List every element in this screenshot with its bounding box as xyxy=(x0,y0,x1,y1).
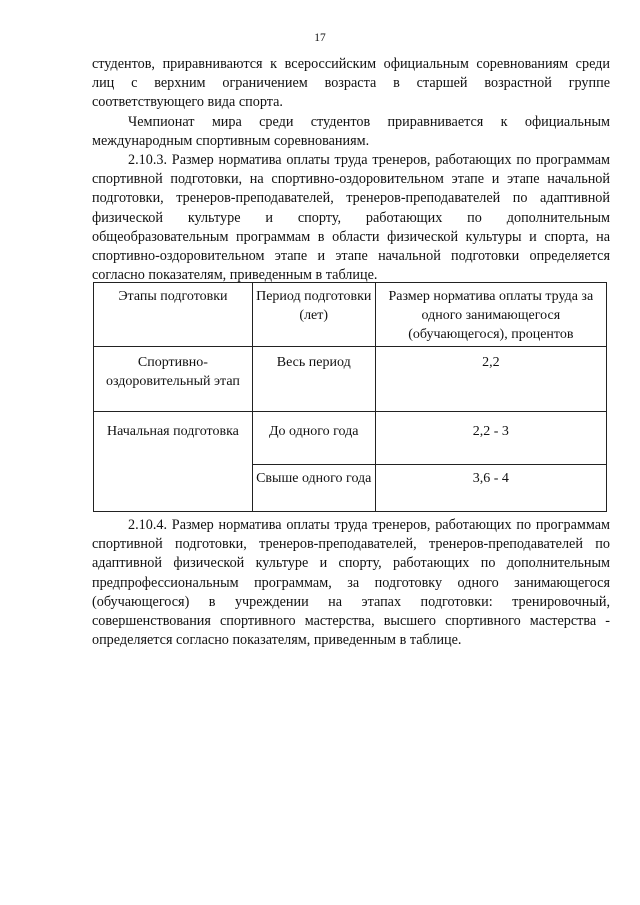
paragraph-continuation: студентов, приравниваются к всероссийским официальным соревнованиям среди лиц с верхним ограничением возраста в старшей возрастной группе соответствующего вида спорта. xyxy=(92,56,610,111)
cell-size: 2,2 - 3 xyxy=(375,412,606,465)
paragraph-2-10-3: 2.10.3. Размер норматива оплаты труда тренеров, работающих по программам спортивной подготовки, на спортивно-оздоровительном этапе и этапе начальной подготовки, тренеров-преподавателей, тренеров-преподавателей по адаптивной физической культуре и спорту, работающих по дополнительным общеобразовательным программам в области физической культуры и спорта, на спортивно-оздоровительном этапе и этапе начальной подготовки определяется согласно показателям, приведенным в таблице. xyxy=(92,152,610,284)
header-size: Размер норматива оплаты труда за одного занимающегося (обучающегося), процентов xyxy=(375,283,606,347)
norm-table xyxy=(93,282,607,512)
cell-period: Весь период xyxy=(252,347,375,412)
cell-period: До одного года xyxy=(252,412,375,465)
table-row xyxy=(94,412,607,465)
cell-stage: Начальная подготовка xyxy=(94,412,253,512)
table-header-row xyxy=(94,283,607,347)
cell-size: 2,2 xyxy=(375,347,606,412)
paragraph-2-10-4: 2.10.4. Размер норматива оплаты труда тренеров, работающих по программам спортивной подготовки, тренеров-преподавателей, тренеров-преподавателей по адаптивной физической культуре и спорту, работающих по дополнительным предпрофессиональным программам, за подготовку одного занимающегося (обучающегося) в учреждении на этапах подготовки: тренировочный, совершенствования спортивного мастерства, высшего спортивного мастерства - определяется согласно показателям, приведенным в таблице. xyxy=(92,517,610,649)
cell-period: Свыше одного года xyxy=(252,465,375,512)
table-row xyxy=(94,347,607,412)
page-number: 17 xyxy=(314,32,326,44)
header-period: Период подготовки (лет) xyxy=(252,283,375,347)
header-stage: Этапы подготовки xyxy=(94,283,253,347)
text-block-top xyxy=(92,55,610,285)
cell-stage: Спортивно-оздоровительный этап xyxy=(94,347,253,412)
text-block-bottom xyxy=(92,516,610,650)
cell-size: 3,6 - 4 xyxy=(375,465,606,512)
paragraph-world-championship: Чемпионат мира среди студентов приравнивается к официальным международным спортивным соревнованиям. xyxy=(92,113,610,149)
